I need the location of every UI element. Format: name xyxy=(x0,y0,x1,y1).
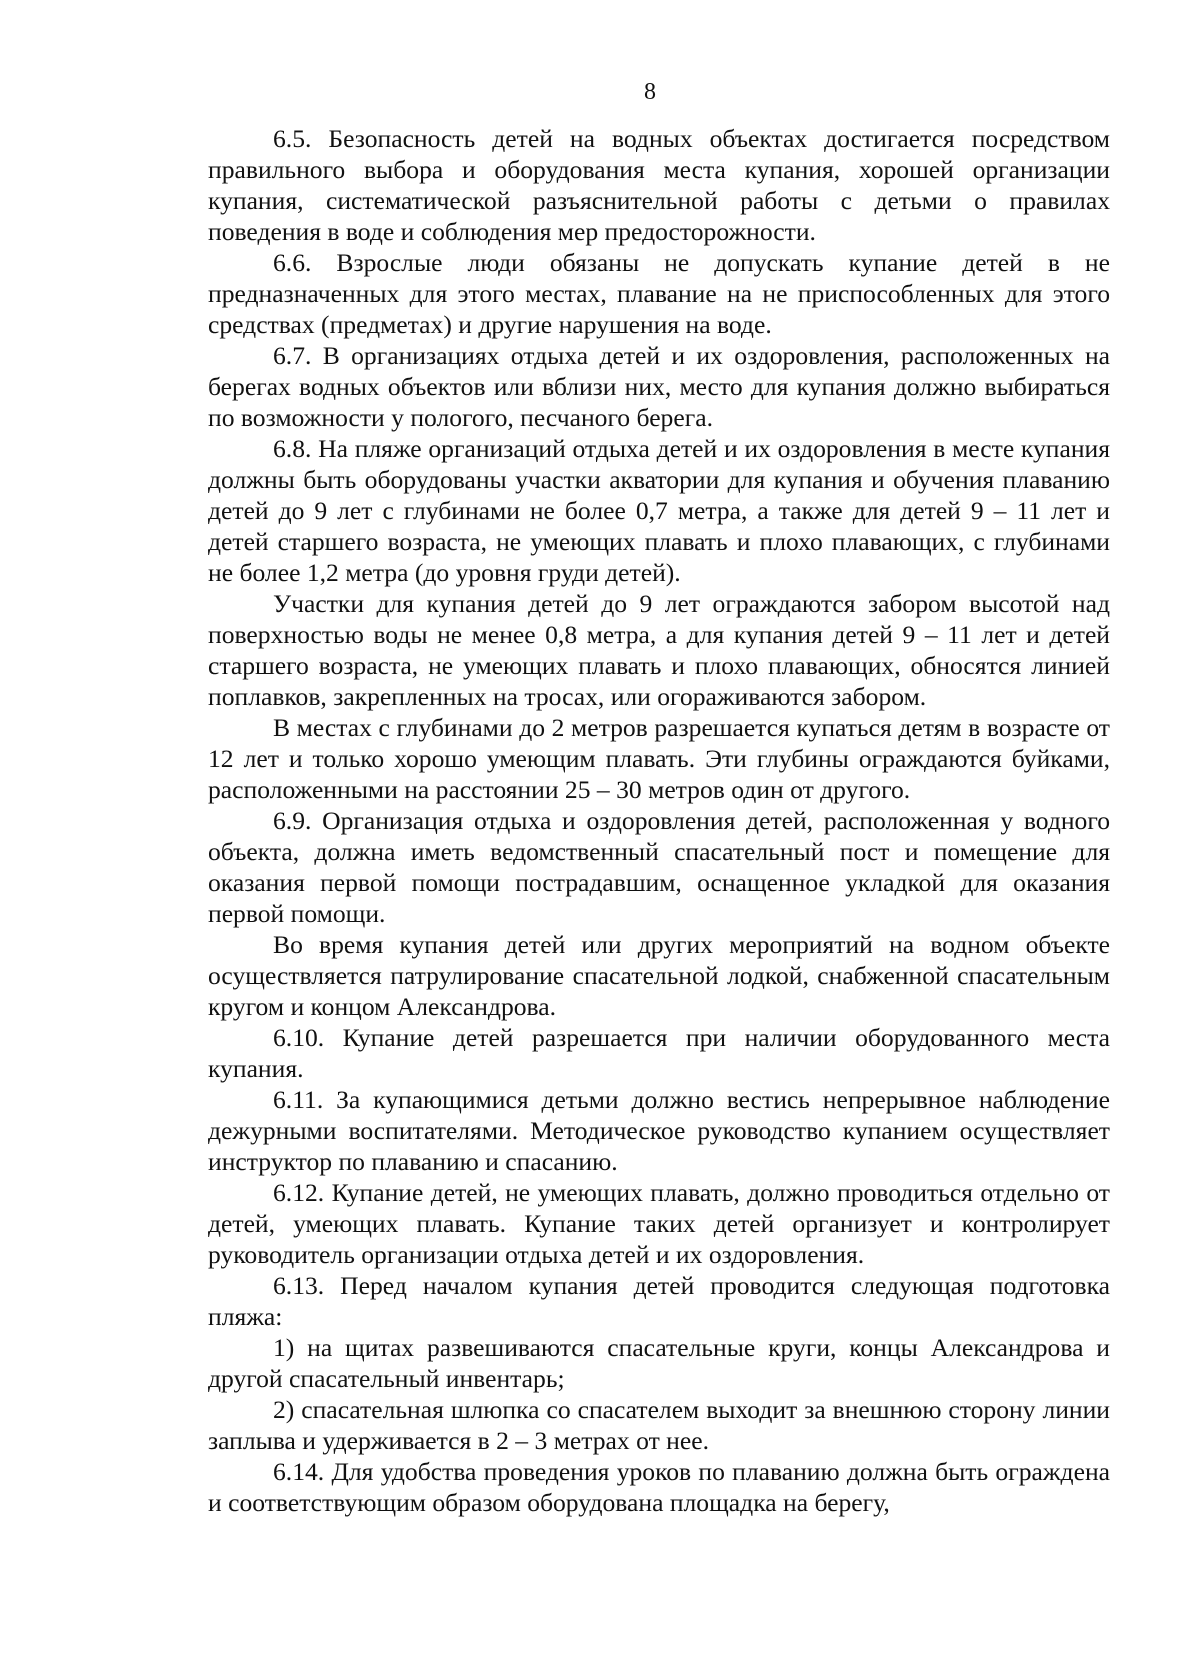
paragraph-6-12: 6.12. Купание детей, не умеющих плавать, должно проводиться отдельно от детей, умеющих плавать. Купание таких детей организует и контролирует руководитель организации отдыха детей и их оздоровления. xyxy=(208,1178,1110,1269)
paragraph-6-6: 6.6. Взрослые люди обязаны не допускать купание детей в не предназначенных для этого местах, плавание на не приспособленных для этого средствах (предметах) и другие нарушения на воде. xyxy=(208,248,1110,339)
paragraph-6-7: 6.7. В организациях отдыха детей и их оздоровления, расположенных на берегах водных объектов или вблизи них, место для купания должно выбираться по возможности у пологого, песчаного берега. xyxy=(208,341,1110,432)
list-item-2: 2) спасательная шлюпка со спасателем выходит за внешнюю сторону линии заплыва и удерживается в 2 – 3 метрах от нее. xyxy=(208,1395,1110,1455)
paragraph-6-14: 6.14. Для удобства проведения уроков по плаванию должна быть ограждена и соответствующим образом оборудована площадка на берегу, xyxy=(208,1457,1110,1517)
paragraph-6-9: 6.9. Организация отдыха и оздоровления детей, расположенная у водного объекта, должна иметь ведомственный спасательный пост и помещение для оказания первой помощи пострадавшим, оснащенное укладкой для оказания первой помощи. xyxy=(208,806,1110,928)
document-body xyxy=(208,123,1110,1518)
paragraph-6-8-fencing: Участки для купания детей до 9 лет ограждаются забором высотой над поверхностью воды не менее 0,8 метра, а для купания детей 9 – 11 лет и детей старшего возраста, не умеющих плавать и плохо плавающих, обносятся линией поплавков, закрепленных на тросах, или огораживаются забором. xyxy=(208,589,1110,711)
paragraph-6-11: 6.11. За купающимися детьми должно вестись непрерывное наблюдение дежурными воспитателями. Методическое руководство купанием осуществляет инструктор по плаванию и спасанию. xyxy=(208,1085,1110,1176)
paragraph-6-5: 6.5. Безопасность детей на водных объектах достигается посредством правильного выбора и оборудования места купания, хорошей организации купания, систематической разъяснительной работы с детьми о правилах поведения в воде и соблюдения мер предосторожности. xyxy=(208,124,1110,246)
paragraph-6-8: 6.8. На пляже организаций отдыха детей и их оздоровления в месте купания должны быть оборудованы участки акватории для купания и обучения плаванию детей до 9 лет с глубинами не более 0,7 метра, а также для детей 9 – 11 лет и детей старшего возраста, не умеющих плавать и плохо плавающих, с глубинами не более 1,2 метра (до уровня груди детей). xyxy=(208,434,1110,587)
paragraph-6-10: 6.10. Купание детей разрешается при наличии оборудованного места купания. xyxy=(208,1023,1110,1083)
list-item-1: 1) на щитах развешиваются спасательные круги, концы Александрова и другой спасательный инвентарь; xyxy=(208,1333,1110,1393)
paragraph-6-13: 6.13. Перед началом купания детей проводится следующая подготовка пляжа: xyxy=(208,1271,1110,1331)
paragraph-6-9-patrol: Во время купания детей или других мероприятий на водном объекте осуществляется патрулирование спасательной лодкой, снабженной спасательным кругом и концом Александрова. xyxy=(208,930,1110,1021)
paragraph-6-8-depths: В местах с глубинами до 2 метров разрешается купаться детям в возрасте от 12 лет и только хорошо умеющим плавать. Эти глубины ограждаются буйками, расположенными на расстоянии 25 – 30 метров один от другого. xyxy=(208,713,1110,804)
page-number: 8 xyxy=(644,79,656,105)
